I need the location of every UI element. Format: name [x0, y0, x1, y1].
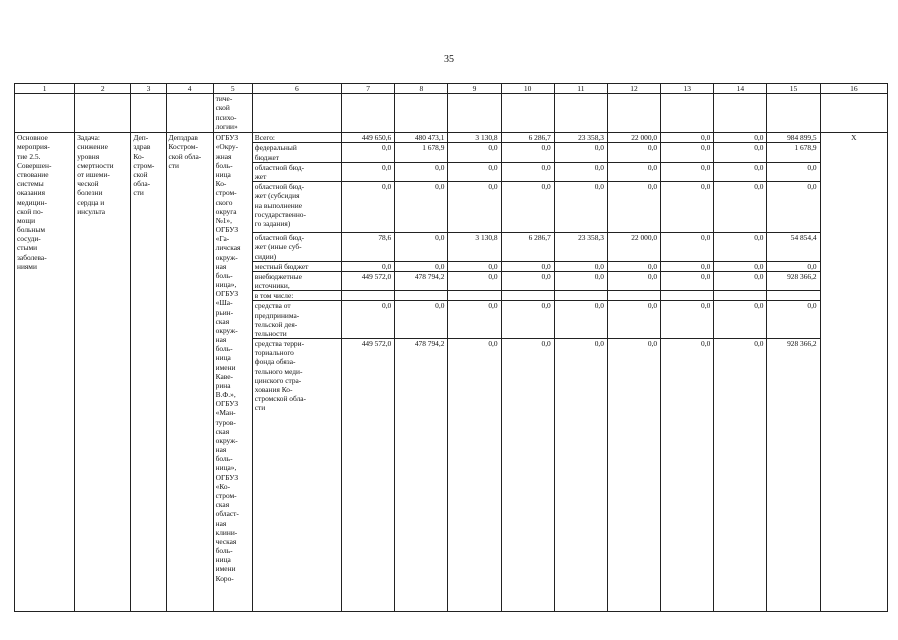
funding-source-label: средства от предпринима- тельской дея- тельности [252, 301, 341, 339]
amount-cell: 0,0 [607, 301, 660, 339]
amount-cell: 0,0 [661, 162, 714, 181]
amount-cell: 0,0 [714, 261, 767, 271]
amount-cell [501, 291, 554, 301]
header-cell: 1 [15, 84, 75, 94]
header-cell: 9 [448, 84, 501, 94]
amount-cell: 0,0 [661, 133, 714, 143]
amount-cell: 0,0 [395, 301, 448, 339]
amount-cell: 0,0 [554, 182, 607, 233]
amount-cell: 1 678,9 [767, 143, 820, 162]
amount-cell: 0,0 [661, 261, 714, 271]
amount-cell: 3 130,8 [448, 133, 501, 143]
amount-cell: 0,0 [767, 182, 820, 233]
amount-cell: 0,0 [501, 301, 554, 339]
amount-cell: 478 794,2 [395, 271, 448, 290]
funding-source-label: в том числе: [252, 291, 341, 301]
continuation-row [15, 94, 888, 133]
amount-cell [395, 291, 448, 301]
amount-cell: 78,6 [342, 233, 395, 262]
amount-cell: 22 000,0 [607, 233, 660, 262]
amount-cell: 0,0 [607, 261, 660, 271]
header-cell: 16 [820, 84, 887, 94]
funding-source-label: областной бюд- жет (иные суб- сидии) [252, 233, 341, 262]
amount-cell: 23 358,3 [554, 133, 607, 143]
amount-cell: 0,0 [395, 182, 448, 233]
amount-cell: 0,0 [501, 339, 554, 612]
header-cell: 10 [501, 84, 554, 94]
amount-cell: 0,0 [501, 143, 554, 162]
amount-cell: 1 678,9 [395, 143, 448, 162]
amount-cell: 0,0 [342, 162, 395, 181]
header-cell: 12 [607, 84, 660, 94]
page-number: 35 [444, 54, 454, 65]
amount-cell [714, 291, 767, 301]
amount-cell: 0,0 [554, 143, 607, 162]
amount-cell [554, 291, 607, 301]
amount-cell [661, 291, 714, 301]
amount-cell: 0,0 [767, 301, 820, 339]
amount-cell: 0,0 [607, 339, 660, 612]
amount-cell: 0,0 [554, 301, 607, 339]
amount-cell: 0,0 [714, 339, 767, 612]
funding-source-label: Всего: [252, 133, 341, 143]
amount-cell: 449 572,0 [342, 271, 395, 290]
amount-cell: 0,0 [554, 271, 607, 290]
amount-cell [342, 291, 395, 301]
note-cell: Х [820, 133, 887, 612]
executor-cell: ОГБУЗ «Окру- жная боль- ница Ко- стром- ского округа №1», ОГБУЗ «Га- личская окруж- ная боль- ница», ОГБУЗ «Ша- рьин- ская окруж- ная боль- ница имени Каве- рина В.Ф.», ОГБУЗ «Ман- туров- ская окруж- ная боль- ница», ОГБУЗ «Ко- стром- ская област- ная клини- ческая боль- ница имени Коро- [213, 133, 252, 612]
amount-cell: 0,0 [661, 271, 714, 290]
amount-cell: 0,0 [661, 143, 714, 162]
header-cell: 15 [767, 84, 820, 94]
task-cell: Задача: снижение уровня смертности от ишеми- ческой болезни сердца и инсульта [75, 133, 131, 612]
amount-cell: 0,0 [714, 143, 767, 162]
amount-cell: 0,0 [714, 162, 767, 181]
budget-table [14, 83, 888, 612]
amount-cell: 0,0 [448, 162, 501, 181]
amount-cell: 22 000,0 [607, 133, 660, 143]
amount-cell: 0,0 [554, 339, 607, 612]
amount-cell: 480 473,1 [395, 133, 448, 143]
amount-cell: 928 366,2 [767, 339, 820, 612]
main-activity-body [15, 133, 888, 612]
amount-cell: 0,0 [714, 233, 767, 262]
amount-cell: 0,0 [501, 182, 554, 233]
amount-cell: 0,0 [395, 162, 448, 181]
amount-cell [767, 291, 820, 301]
amount-cell: 0,0 [714, 271, 767, 290]
amount-cell: 984 899,5 [767, 133, 820, 143]
header-cell: 14 [714, 84, 767, 94]
header-cell: 2 [75, 84, 131, 94]
amount-cell: 0,0 [767, 162, 820, 181]
funding-source-label: местный бюджет [252, 261, 341, 271]
amount-cell: 0,0 [714, 182, 767, 233]
funding-row [15, 133, 888, 143]
amount-cell: 0,0 [661, 182, 714, 233]
amount-cell [448, 291, 501, 301]
amount-cell: 0,0 [448, 301, 501, 339]
funding-source-label: федеральный бюджет [252, 143, 341, 162]
amount-cell: 0,0 [607, 182, 660, 233]
amount-cell: 0,0 [342, 143, 395, 162]
header-cell: 3 [131, 84, 166, 94]
amount-cell: 0,0 [501, 261, 554, 271]
amount-cell: 0,0 [448, 339, 501, 612]
continuation-executor-cell: тиче- ской психо- логии» [213, 94, 252, 133]
amount-cell: 54 854,4 [767, 233, 820, 262]
amount-cell: 6 286,7 [501, 233, 554, 262]
amount-cell: 3 130,8 [448, 233, 501, 262]
amount-cell: 0,0 [607, 162, 660, 181]
amount-cell: 0,0 [342, 261, 395, 271]
amount-cell: 928 366,2 [767, 271, 820, 290]
amount-cell: 449 650,6 [342, 133, 395, 143]
funding-source-label: средства терри- ториального фонда обяза- тельного меди- цинского стра- хования Ко- стромской обла- сти [252, 339, 341, 612]
amount-cell: 0,0 [342, 301, 395, 339]
amount-cell: 0,0 [661, 301, 714, 339]
amount-cell: 0,0 [448, 182, 501, 233]
amount-cell: 0,0 [342, 182, 395, 233]
amount-cell: 0,0 [607, 143, 660, 162]
header-cell: 13 [661, 84, 714, 94]
amount-cell: 0,0 [448, 271, 501, 290]
amount-cell: 0,0 [714, 301, 767, 339]
header-cell: 7 [342, 84, 395, 94]
amount-cell: 0,0 [448, 261, 501, 271]
amount-cell: 0,0 [607, 271, 660, 290]
header-cell: 6 [252, 84, 341, 94]
amount-cell: 0,0 [395, 233, 448, 262]
customer-cell: Депздрав Костром- ской обла- сти [166, 133, 213, 612]
amount-cell: 0,0 [395, 261, 448, 271]
amount-cell: 0,0 [554, 162, 607, 181]
amount-cell: 0,0 [448, 143, 501, 162]
column-number-row [15, 84, 888, 94]
amount-cell: 449 572,0 [342, 339, 395, 612]
amount-cell: 6 286,7 [501, 133, 554, 143]
amount-cell: 478 794,2 [395, 339, 448, 612]
amount-cell: 0,0 [554, 261, 607, 271]
funding-source-label: областной бюд- жет (субсидия на выполнение государственно- го задания) [252, 182, 341, 233]
amount-cell: 0,0 [767, 261, 820, 271]
funding-source-label: внебюджетные источники, [252, 271, 341, 290]
amount-cell: 23 358,3 [554, 233, 607, 262]
funding-source-label: областной бюд- жет [252, 162, 341, 181]
activity-name-cell: Основное мероприя- тие 2.5. Совершен- ствование системы оказания медицин- ской по- мощи больным сосуди- стыми заболева- ниями [15, 133, 75, 612]
amount-cell [607, 291, 660, 301]
amount-cell: 0,0 [661, 233, 714, 262]
amount-cell: 0,0 [661, 339, 714, 612]
header-cell: 8 [395, 84, 448, 94]
header-cell: 4 [166, 84, 213, 94]
amount-cell: 0,0 [501, 271, 554, 290]
amount-cell: 0,0 [714, 133, 767, 143]
coordinator-cell: Деп- здрав Ко- стром- ской обла- сти [131, 133, 166, 612]
amount-cell: 0,0 [501, 162, 554, 181]
header-cell: 11 [554, 84, 607, 94]
header-cell: 5 [213, 84, 252, 94]
